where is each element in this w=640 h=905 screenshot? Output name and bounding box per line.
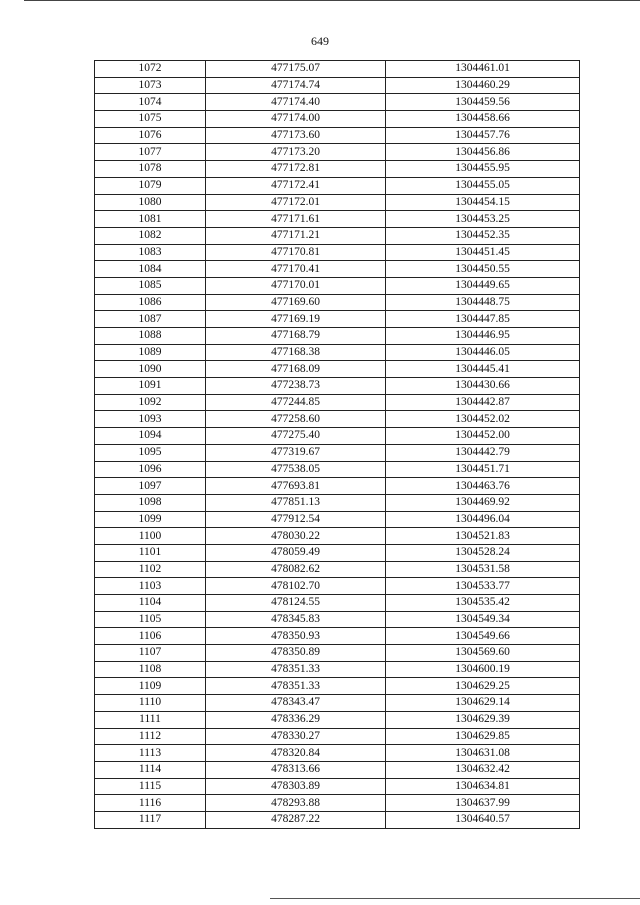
x-coordinate-cell: 477168.38	[206, 344, 386, 361]
y-coordinate-cell: 1304442.87	[386, 394, 580, 411]
y-coordinate-cell: 1304535.42	[386, 595, 580, 612]
point-number-cell: 1116	[95, 795, 206, 812]
table-row	[95, 611, 580, 628]
x-coordinate-cell: 477174.74	[206, 77, 386, 94]
point-number-cell: 1077	[95, 144, 206, 161]
table-row	[95, 595, 580, 612]
point-number-cell: 1095	[95, 444, 206, 461]
x-coordinate-cell: 477172.81	[206, 161, 386, 178]
x-coordinate-cell: 477538.05	[206, 461, 386, 478]
table-row	[95, 344, 580, 361]
page-number: 649	[311, 34, 329, 48]
x-coordinate-cell: 477171.21	[206, 227, 386, 244]
point-number-cell: 1109	[95, 678, 206, 695]
y-coordinate-cell: 1304629.14	[386, 695, 580, 712]
table-row	[95, 544, 580, 561]
x-coordinate-cell: 477170.01	[206, 277, 386, 294]
table-row	[95, 161, 580, 178]
y-coordinate-cell: 1304632.42	[386, 761, 580, 778]
point-number-cell: 1112	[95, 728, 206, 745]
table-row	[95, 311, 580, 328]
y-coordinate-cell: 1304629.85	[386, 728, 580, 745]
y-coordinate-cell: 1304455.05	[386, 177, 580, 194]
table-row	[95, 244, 580, 261]
x-coordinate-cell: 478343.47	[206, 695, 386, 712]
table-row	[95, 695, 580, 712]
y-coordinate-cell: 1304533.77	[386, 578, 580, 595]
table-row	[95, 645, 580, 662]
point-number-cell: 1083	[95, 244, 206, 261]
point-number-cell: 1097	[95, 478, 206, 495]
table-row	[95, 127, 580, 144]
table-row	[95, 528, 580, 545]
table-row	[95, 144, 580, 161]
x-coordinate-cell: 478287.22	[206, 811, 386, 828]
y-coordinate-cell: 1304496.04	[386, 511, 580, 528]
point-number-cell: 1086	[95, 294, 206, 311]
x-coordinate-cell: 478082.62	[206, 561, 386, 578]
table-row	[95, 294, 580, 311]
x-coordinate-cell: 477170.81	[206, 244, 386, 261]
x-coordinate-cell: 477172.01	[206, 194, 386, 211]
point-number-cell: 1091	[95, 378, 206, 395]
table-row	[95, 378, 580, 395]
x-coordinate-cell: 477319.67	[206, 444, 386, 461]
point-number-cell: 1093	[95, 411, 206, 428]
coordinates-table-body	[95, 61, 580, 829]
x-coordinate-cell: 478320.84	[206, 745, 386, 762]
table-row	[95, 811, 580, 828]
point-number-cell: 1098	[95, 494, 206, 511]
table-row	[95, 745, 580, 762]
y-coordinate-cell: 1304460.29	[386, 77, 580, 94]
x-coordinate-cell: 477174.40	[206, 94, 386, 111]
point-number-cell: 1101	[95, 544, 206, 561]
scan-top-edge	[24, 0, 640, 1]
table-row	[95, 678, 580, 695]
y-coordinate-cell: 1304452.02	[386, 411, 580, 428]
point-number-cell: 1105	[95, 611, 206, 628]
table-row	[95, 761, 580, 778]
point-number-cell: 1084	[95, 261, 206, 278]
y-coordinate-cell: 1304569.60	[386, 645, 580, 662]
point-number-cell: 1090	[95, 361, 206, 378]
table-row	[95, 561, 580, 578]
point-number-cell: 1087	[95, 311, 206, 328]
x-coordinate-cell: 477171.61	[206, 211, 386, 228]
x-coordinate-cell: 478313.66	[206, 761, 386, 778]
x-coordinate-cell: 477168.09	[206, 361, 386, 378]
point-number-cell: 1106	[95, 628, 206, 645]
point-number-cell: 1117	[95, 811, 206, 828]
x-coordinate-cell: 477912.54	[206, 511, 386, 528]
y-coordinate-cell: 1304528.24	[386, 544, 580, 561]
point-number-cell: 1075	[95, 111, 206, 128]
x-coordinate-cell: 478124.55	[206, 595, 386, 612]
table-row	[95, 795, 580, 812]
x-coordinate-cell: 478351.33	[206, 678, 386, 695]
point-number-cell: 1082	[95, 227, 206, 244]
table-row	[95, 394, 580, 411]
y-coordinate-cell: 1304442.79	[386, 444, 580, 461]
table-row	[95, 61, 580, 78]
y-coordinate-cell: 1304461.01	[386, 61, 580, 78]
table-row	[95, 494, 580, 511]
y-coordinate-cell: 1304629.25	[386, 678, 580, 695]
table-row	[95, 578, 580, 595]
x-coordinate-cell: 478059.49	[206, 544, 386, 561]
table-row	[95, 511, 580, 528]
y-coordinate-cell: 1304455.95	[386, 161, 580, 178]
table-row	[95, 461, 580, 478]
point-number-cell: 1099	[95, 511, 206, 528]
point-number-cell: 1107	[95, 645, 206, 662]
scan-bottom-edge	[270, 898, 640, 899]
table-row	[95, 628, 580, 645]
y-coordinate-cell: 1304456.86	[386, 144, 580, 161]
x-coordinate-cell: 478336.29	[206, 711, 386, 728]
point-number-cell: 1072	[95, 61, 206, 78]
point-number-cell: 1114	[95, 761, 206, 778]
point-number-cell: 1115	[95, 778, 206, 795]
y-coordinate-cell: 1304449.65	[386, 277, 580, 294]
table-row	[95, 328, 580, 345]
point-number-cell: 1078	[95, 161, 206, 178]
y-coordinate-cell: 1304521.83	[386, 528, 580, 545]
y-coordinate-cell: 1304447.85	[386, 311, 580, 328]
y-coordinate-cell: 1304463.76	[386, 478, 580, 495]
x-coordinate-cell: 477169.19	[206, 311, 386, 328]
y-coordinate-cell: 1304457.76	[386, 127, 580, 144]
table-row	[95, 177, 580, 194]
x-coordinate-cell: 478303.89	[206, 778, 386, 795]
y-coordinate-cell: 1304451.71	[386, 461, 580, 478]
table-row	[95, 194, 580, 211]
x-coordinate-cell: 477693.81	[206, 478, 386, 495]
x-coordinate-cell: 477244.85	[206, 394, 386, 411]
point-number-cell: 1094	[95, 428, 206, 445]
coordinates-table	[94, 60, 580, 829]
x-coordinate-cell: 477168.79	[206, 328, 386, 345]
point-number-cell: 1074	[95, 94, 206, 111]
y-coordinate-cell: 1304531.58	[386, 561, 580, 578]
x-coordinate-cell: 477175.07	[206, 61, 386, 78]
y-coordinate-cell: 1304450.55	[386, 261, 580, 278]
table-row	[95, 111, 580, 128]
y-coordinate-cell: 1304629.39	[386, 711, 580, 728]
table-row	[95, 478, 580, 495]
y-coordinate-cell: 1304446.05	[386, 344, 580, 361]
point-number-cell: 1079	[95, 177, 206, 194]
y-coordinate-cell: 1304448.75	[386, 294, 580, 311]
y-coordinate-cell: 1304469.92	[386, 494, 580, 511]
point-number-cell: 1100	[95, 528, 206, 545]
y-coordinate-cell: 1304640.57	[386, 811, 580, 828]
x-coordinate-cell: 478351.33	[206, 661, 386, 678]
table-row	[95, 261, 580, 278]
table-row	[95, 277, 580, 294]
point-number-cell: 1081	[95, 211, 206, 228]
y-coordinate-cell: 1304549.34	[386, 611, 580, 628]
x-coordinate-cell: 477172.41	[206, 177, 386, 194]
y-coordinate-cell: 1304634.81	[386, 778, 580, 795]
point-number-cell: 1073	[95, 77, 206, 94]
point-number-cell: 1088	[95, 328, 206, 345]
table-row	[95, 728, 580, 745]
table-row	[95, 361, 580, 378]
y-coordinate-cell: 1304458.66	[386, 111, 580, 128]
point-number-cell: 1103	[95, 578, 206, 595]
point-number-cell: 1108	[95, 661, 206, 678]
x-coordinate-cell: 477258.60	[206, 411, 386, 428]
x-coordinate-cell: 478350.89	[206, 645, 386, 662]
y-coordinate-cell: 1304600.19	[386, 661, 580, 678]
table-row	[95, 211, 580, 228]
point-number-cell: 1111	[95, 711, 206, 728]
table-row	[95, 428, 580, 445]
x-coordinate-cell: 477173.20	[206, 144, 386, 161]
table-row	[95, 411, 580, 428]
y-coordinate-cell: 1304446.95	[386, 328, 580, 345]
x-coordinate-cell: 477851.13	[206, 494, 386, 511]
point-number-cell: 1080	[95, 194, 206, 211]
x-coordinate-cell: 478102.70	[206, 578, 386, 595]
x-coordinate-cell: 477173.60	[206, 127, 386, 144]
y-coordinate-cell: 1304452.00	[386, 428, 580, 445]
table-row	[95, 661, 580, 678]
y-coordinate-cell: 1304549.66	[386, 628, 580, 645]
x-coordinate-cell: 478030.22	[206, 528, 386, 545]
y-coordinate-cell: 1304430.66	[386, 378, 580, 395]
y-coordinate-cell: 1304637.99	[386, 795, 580, 812]
point-number-cell: 1096	[95, 461, 206, 478]
point-number-cell: 1104	[95, 595, 206, 612]
y-coordinate-cell: 1304451.45	[386, 244, 580, 261]
point-number-cell: 1113	[95, 745, 206, 762]
x-coordinate-cell: 478293.88	[206, 795, 386, 812]
table-row	[95, 444, 580, 461]
x-coordinate-cell: 477275.40	[206, 428, 386, 445]
point-number-cell: 1076	[95, 127, 206, 144]
y-coordinate-cell: 1304631.08	[386, 745, 580, 762]
point-number-cell: 1102	[95, 561, 206, 578]
table-row	[95, 94, 580, 111]
x-coordinate-cell: 477170.41	[206, 261, 386, 278]
point-number-cell: 1085	[95, 277, 206, 294]
y-coordinate-cell: 1304452.35	[386, 227, 580, 244]
y-coordinate-cell: 1304445.41	[386, 361, 580, 378]
table-row	[95, 778, 580, 795]
point-number-cell: 1092	[95, 394, 206, 411]
table-row	[95, 711, 580, 728]
x-coordinate-cell: 477238.73	[206, 378, 386, 395]
table-row	[95, 77, 580, 94]
y-coordinate-cell: 1304453.25	[386, 211, 580, 228]
x-coordinate-cell: 478350.93	[206, 628, 386, 645]
table-row	[95, 227, 580, 244]
x-coordinate-cell: 478345.83	[206, 611, 386, 628]
x-coordinate-cell: 477174.00	[206, 111, 386, 128]
point-number-cell: 1089	[95, 344, 206, 361]
y-coordinate-cell: 1304459.56	[386, 94, 580, 111]
y-coordinate-cell: 1304454.15	[386, 194, 580, 211]
x-coordinate-cell: 477169.60	[206, 294, 386, 311]
point-number-cell: 1110	[95, 695, 206, 712]
x-coordinate-cell: 478330.27	[206, 728, 386, 745]
